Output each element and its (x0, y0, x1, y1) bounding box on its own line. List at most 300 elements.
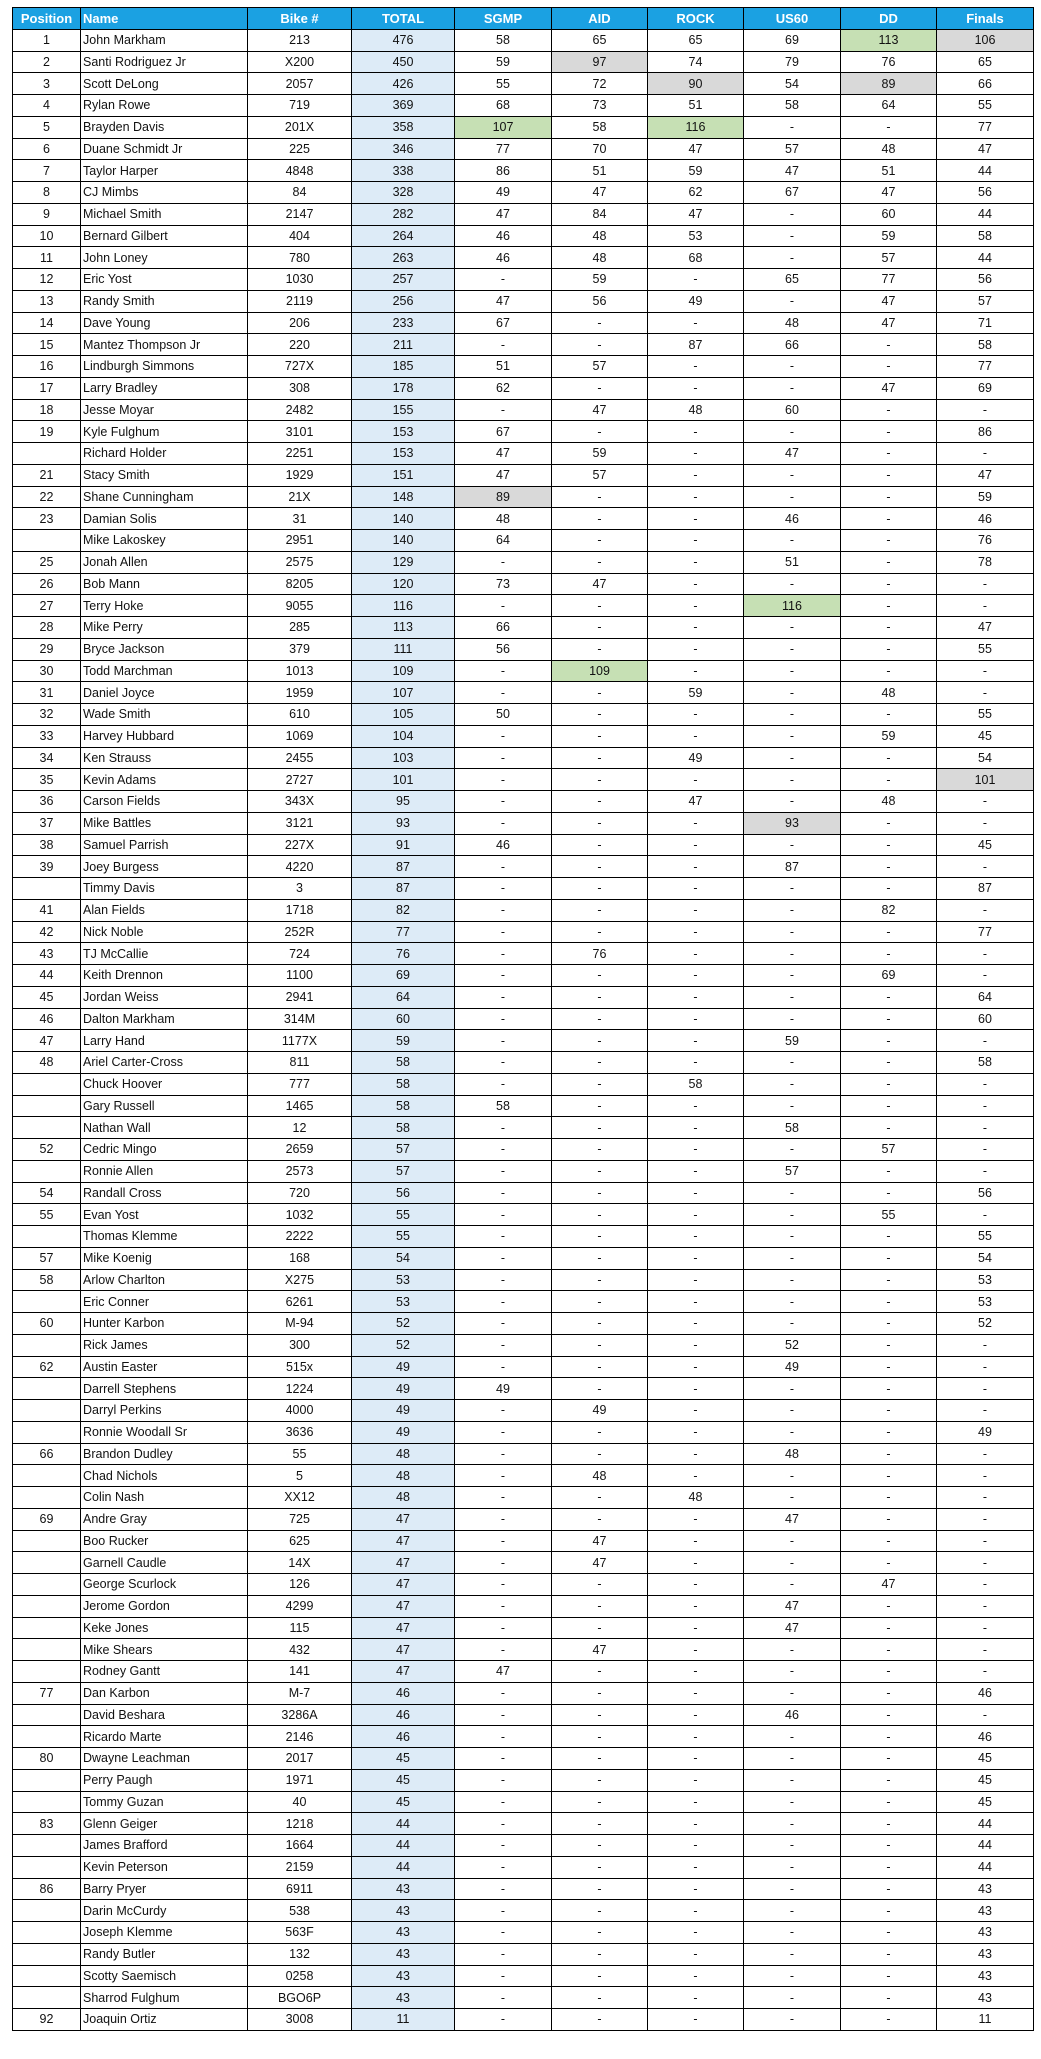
cell-us60[interactable]: - (744, 1943, 841, 1965)
cell-dd[interactable]: - (841, 1269, 937, 1291)
cell-total[interactable]: 47 (352, 1617, 455, 1639)
cell-sgmp[interactable]: - (455, 1465, 552, 1487)
cell-us60[interactable]: - (744, 834, 841, 856)
cell-name[interactable]: Colin Nash (81, 1487, 248, 1509)
cell-dd[interactable]: - (841, 356, 937, 378)
cell-rock[interactable]: - (648, 1117, 744, 1139)
col-header-finals[interactable]: Finals (937, 8, 1034, 30)
cell-name[interactable]: Duane Schmidt Jr (81, 138, 248, 160)
cell-dd[interactable]: - (841, 1704, 937, 1726)
cell-rock[interactable]: 90 (648, 73, 744, 95)
cell-dd[interactable]: 55 (841, 1204, 937, 1226)
cell-us60[interactable]: - (744, 116, 841, 138)
cell-position[interactable] (13, 1704, 81, 1726)
cell-sgmp[interactable]: - (455, 1443, 552, 1465)
cell-total[interactable]: 53 (352, 1291, 455, 1313)
cell-aid[interactable]: 70 (552, 138, 648, 160)
cell-dd[interactable]: - (841, 1617, 937, 1639)
cell-finals[interactable]: 86 (937, 421, 1034, 443)
cell-dd[interactable]: - (841, 399, 937, 421)
cell-total[interactable]: 140 (352, 508, 455, 530)
cell-aid[interactable]: - (552, 1922, 648, 1944)
cell-name[interactable]: Kevin Adams (81, 769, 248, 791)
cell-bike[interactable]: 2951 (248, 530, 352, 552)
cell-name[interactable]: Darryl Perkins (81, 1400, 248, 1422)
cell-us60[interactable]: 116 (744, 595, 841, 617)
cell-dd[interactable]: - (841, 1465, 937, 1487)
cell-sgmp[interactable]: 49 (455, 182, 552, 204)
cell-us60[interactable]: - (744, 1530, 841, 1552)
cell-total[interactable]: 43 (352, 1965, 455, 1987)
cell-rock[interactable]: - (648, 551, 744, 573)
cell-bike[interactable]: 201X (248, 116, 352, 138)
cell-position[interactable]: 38 (13, 834, 81, 856)
cell-name[interactable]: Ronnie Woodall Sr (81, 1421, 248, 1443)
cell-aid[interactable]: - (552, 899, 648, 921)
cell-aid[interactable]: 58 (552, 116, 648, 138)
cell-aid[interactable]: - (552, 1704, 648, 1726)
cell-bike[interactable]: 2251 (248, 443, 352, 465)
cell-name[interactable]: Boo Rucker (81, 1530, 248, 1552)
cell-bike[interactable]: 727X (248, 356, 352, 378)
cell-position[interactable]: 60 (13, 1313, 81, 1335)
cell-bike[interactable]: 2017 (248, 1748, 352, 1770)
cell-dd[interactable]: - (841, 1052, 937, 1074)
cell-sgmp[interactable]: - (455, 1943, 552, 1965)
cell-dd[interactable]: - (841, 1878, 937, 1900)
cell-total[interactable]: 153 (352, 443, 455, 465)
cell-dd[interactable]: - (841, 1661, 937, 1683)
cell-dd[interactable]: - (841, 116, 937, 138)
cell-bike[interactable]: 2057 (248, 73, 352, 95)
cell-rock[interactable]: - (648, 1139, 744, 1161)
cell-bike[interactable]: 227X (248, 834, 352, 856)
cell-rock[interactable]: - (648, 1900, 744, 1922)
cell-sgmp[interactable]: 67 (455, 421, 552, 443)
cell-aid[interactable]: - (552, 508, 648, 530)
cell-aid[interactable]: - (552, 1943, 648, 1965)
cell-rock[interactable]: - (648, 1661, 744, 1683)
cell-sgmp[interactable]: - (455, 1182, 552, 1204)
cell-rock[interactable]: - (648, 725, 744, 747)
cell-total[interactable]: 43 (352, 1878, 455, 1900)
cell-dd[interactable]: - (841, 769, 937, 791)
cell-position[interactable] (13, 1465, 81, 1487)
cell-position[interactable]: 11 (13, 247, 81, 269)
cell-aid[interactable]: - (552, 1160, 648, 1182)
cell-aid[interactable]: - (552, 1813, 648, 1835)
cell-dd[interactable]: - (841, 986, 937, 1008)
cell-position[interactable] (13, 1421, 81, 1443)
cell-aid[interactable]: - (552, 1748, 648, 1770)
cell-sgmp[interactable]: 62 (455, 377, 552, 399)
cell-bike[interactable]: 3008 (248, 2009, 352, 2031)
cell-total[interactable]: 116 (352, 595, 455, 617)
cell-rock[interactable]: - (648, 1204, 744, 1226)
cell-us60[interactable]: 47 (744, 1617, 841, 1639)
cell-dd[interactable]: 47 (841, 182, 937, 204)
cell-rock[interactable]: - (648, 1878, 744, 1900)
cell-position[interactable]: 52 (13, 1139, 81, 1161)
cell-position[interactable]: 55 (13, 1204, 81, 1226)
cell-us60[interactable]: 79 (744, 51, 841, 73)
cell-aid[interactable]: - (552, 1987, 648, 2009)
cell-sgmp[interactable]: - (455, 1030, 552, 1052)
cell-position[interactable]: 18 (13, 399, 81, 421)
cell-rock[interactable]: - (648, 1052, 744, 1074)
cell-rock[interactable]: 59 (648, 160, 744, 182)
cell-us60[interactable]: 48 (744, 1443, 841, 1465)
cell-finals[interactable]: 55 (937, 638, 1034, 660)
cell-position[interactable]: 47 (13, 1030, 81, 1052)
cell-sgmp[interactable]: - (455, 1639, 552, 1661)
cell-name[interactable]: Dan Karbon (81, 1682, 248, 1704)
cell-sgmp[interactable]: - (455, 1595, 552, 1617)
cell-position[interactable] (13, 1160, 81, 1182)
cell-rock[interactable]: - (648, 1400, 744, 1422)
cell-total[interactable]: 45 (352, 1791, 455, 1813)
cell-rock[interactable]: 68 (648, 247, 744, 269)
cell-sgmp[interactable]: - (455, 747, 552, 769)
cell-dd[interactable]: 82 (841, 899, 937, 921)
cell-rock[interactable]: - (648, 1334, 744, 1356)
cell-dd[interactable]: 48 (841, 138, 937, 160)
cell-dd[interactable]: - (841, 1226, 937, 1248)
cell-aid[interactable]: - (552, 791, 648, 813)
cell-finals[interactable]: - (937, 1400, 1034, 1422)
cell-position[interactable]: 83 (13, 1813, 81, 1835)
cell-total[interactable]: 256 (352, 290, 455, 312)
cell-aid[interactable]: 84 (552, 203, 648, 225)
cell-position[interactable]: 21 (13, 464, 81, 486)
cell-finals[interactable]: 78 (937, 551, 1034, 573)
cell-total[interactable]: 185 (352, 356, 455, 378)
cell-bike[interactable]: 1224 (248, 1378, 352, 1400)
cell-bike[interactable]: 1032 (248, 1204, 352, 1226)
cell-dd[interactable]: 47 (841, 312, 937, 334)
cell-name[interactable]: Shane Cunningham (81, 486, 248, 508)
cell-rock[interactable]: 48 (648, 1487, 744, 1509)
cell-total[interactable]: 107 (352, 682, 455, 704)
cell-sgmp[interactable]: 49 (455, 1378, 552, 1400)
cell-us60[interactable]: 52 (744, 1334, 841, 1356)
cell-dd[interactable]: - (841, 1182, 937, 1204)
cell-position[interactable]: 44 (13, 965, 81, 987)
cell-position[interactable] (13, 1835, 81, 1857)
cell-total[interactable]: 87 (352, 878, 455, 900)
cell-us60[interactable]: - (744, 1073, 841, 1095)
cell-aid[interactable]: - (552, 530, 648, 552)
cell-rock[interactable]: - (648, 1313, 744, 1335)
cell-finals[interactable]: - (937, 943, 1034, 965)
cell-bike[interactable]: 379 (248, 638, 352, 660)
cell-bike[interactable]: 2147 (248, 203, 352, 225)
cell-finals[interactable]: 52 (937, 1313, 1034, 1335)
cell-finals[interactable]: - (937, 1465, 1034, 1487)
cell-rock[interactable]: - (648, 1791, 744, 1813)
cell-bike[interactable]: 252R (248, 921, 352, 943)
cell-total[interactable]: 148 (352, 486, 455, 508)
cell-dd[interactable]: - (841, 1530, 937, 1552)
cell-us60[interactable]: - (744, 1987, 841, 2009)
cell-bike[interactable]: 8205 (248, 573, 352, 595)
cell-dd[interactable]: - (841, 1073, 937, 1095)
cell-finals[interactable]: 43 (937, 1965, 1034, 1987)
cell-finals[interactable]: 77 (937, 116, 1034, 138)
cell-finals[interactable]: 66 (937, 73, 1034, 95)
cell-sgmp[interactable]: - (455, 1682, 552, 1704)
cell-position[interactable]: 12 (13, 269, 81, 291)
cell-total[interactable]: 93 (352, 812, 455, 834)
cell-us60[interactable]: - (744, 899, 841, 921)
cell-total[interactable]: 105 (352, 704, 455, 726)
cell-dd[interactable]: 60 (841, 203, 937, 225)
cell-rock[interactable]: 53 (648, 225, 744, 247)
cell-name[interactable]: Nathan Wall (81, 1117, 248, 1139)
cell-sgmp[interactable]: - (455, 899, 552, 921)
cell-total[interactable]: 111 (352, 638, 455, 660)
cell-aid[interactable]: 48 (552, 247, 648, 269)
cell-bike[interactable]: 404 (248, 225, 352, 247)
cell-finals[interactable]: 43 (937, 1922, 1034, 1944)
cell-us60[interactable]: - (744, 660, 841, 682)
cell-rock[interactable]: - (648, 899, 744, 921)
cell-rock[interactable]: - (648, 377, 744, 399)
cell-rock[interactable]: - (648, 1008, 744, 1030)
cell-name[interactable]: Kevin Peterson (81, 1856, 248, 1878)
cell-dd[interactable]: - (841, 638, 937, 660)
cell-name[interactable]: Alan Fields (81, 899, 248, 921)
cell-bike[interactable]: 538 (248, 1900, 352, 1922)
cell-total[interactable]: 47 (352, 1639, 455, 1661)
cell-bike[interactable]: 1718 (248, 899, 352, 921)
cell-dd[interactable]: - (841, 464, 937, 486)
cell-us60[interactable]: - (744, 921, 841, 943)
cell-dd[interactable]: 59 (841, 225, 937, 247)
cell-dd[interactable]: - (841, 1443, 937, 1465)
cell-name[interactable]: Joseph Klemme (81, 1922, 248, 1944)
cell-aid[interactable]: - (552, 1835, 648, 1857)
cell-position[interactable]: 1 (13, 29, 81, 51)
cell-rock[interactable]: - (648, 1617, 744, 1639)
cell-name[interactable]: Timmy Davis (81, 878, 248, 900)
cell-us60[interactable]: - (744, 1487, 841, 1509)
cell-bike[interactable]: 1465 (248, 1095, 352, 1117)
cell-dd[interactable]: 59 (841, 725, 937, 747)
cell-sgmp[interactable]: - (455, 1008, 552, 1030)
cell-total[interactable]: 58 (352, 1052, 455, 1074)
cell-rock[interactable]: - (648, 1922, 744, 1944)
cell-us60[interactable]: 93 (744, 812, 841, 834)
cell-name[interactable]: Ronnie Allen (81, 1160, 248, 1182)
cell-sgmp[interactable]: - (455, 1856, 552, 1878)
cell-us60[interactable]: 60 (744, 399, 841, 421)
cell-aid[interactable]: - (552, 595, 648, 617)
cell-rock[interactable]: - (648, 1682, 744, 1704)
cell-total[interactable]: 47 (352, 1508, 455, 1530)
cell-finals[interactable]: 45 (937, 725, 1034, 747)
cell-name[interactable]: Jonah Allen (81, 551, 248, 573)
cell-position[interactable]: 62 (13, 1356, 81, 1378)
cell-bike[interactable]: 777 (248, 1073, 352, 1095)
cell-bike[interactable]: XX12 (248, 1487, 352, 1509)
cell-name[interactable]: David Beshara (81, 1704, 248, 1726)
cell-finals[interactable]: 58 (937, 334, 1034, 356)
cell-sgmp[interactable]: - (455, 725, 552, 747)
cell-bike[interactable]: 625 (248, 1530, 352, 1552)
cell-total[interactable]: 47 (352, 1552, 455, 1574)
cell-bike[interactable]: M-7 (248, 1682, 352, 1704)
cell-us60[interactable]: 47 (744, 1595, 841, 1617)
cell-sgmp[interactable]: - (455, 1117, 552, 1139)
cell-us60[interactable]: - (744, 1052, 841, 1074)
cell-dd[interactable]: - (841, 660, 937, 682)
cell-bike[interactable]: 1929 (248, 464, 352, 486)
cell-sgmp[interactable]: - (455, 1421, 552, 1443)
cell-aid[interactable]: - (552, 965, 648, 987)
cell-dd[interactable]: - (841, 834, 937, 856)
cell-total[interactable]: 58 (352, 1095, 455, 1117)
cell-name[interactable]: Gary Russell (81, 1095, 248, 1117)
cell-us60[interactable]: 47 (744, 443, 841, 465)
cell-total[interactable]: 120 (352, 573, 455, 595)
cell-total[interactable]: 44 (352, 1813, 455, 1835)
cell-total[interactable]: 91 (352, 834, 455, 856)
cell-sgmp[interactable]: 68 (455, 95, 552, 117)
col-header-total[interactable]: TOTAL (352, 8, 455, 30)
cell-total[interactable]: 43 (352, 1922, 455, 1944)
cell-total[interactable]: 43 (352, 1900, 455, 1922)
cell-total[interactable]: 59 (352, 1030, 455, 1052)
cell-dd[interactable]: - (841, 551, 937, 573)
cell-aid[interactable]: - (552, 1421, 648, 1443)
cell-rock[interactable]: - (648, 1704, 744, 1726)
cell-us60[interactable]: - (744, 1769, 841, 1791)
cell-aid[interactable]: - (552, 1356, 648, 1378)
cell-rock[interactable]: - (648, 1421, 744, 1443)
cell-finals[interactable]: 71 (937, 312, 1034, 334)
cell-bike[interactable]: 2119 (248, 290, 352, 312)
cell-finals[interactable]: - (937, 1117, 1034, 1139)
cell-us60[interactable]: 67 (744, 182, 841, 204)
cell-finals[interactable]: - (937, 1443, 1034, 1465)
cell-total[interactable]: 263 (352, 247, 455, 269)
cell-position[interactable] (13, 1378, 81, 1400)
cell-finals[interactable]: 44 (937, 1856, 1034, 1878)
cell-name[interactable]: Samuel Parrish (81, 834, 248, 856)
cell-bike[interactable]: 12 (248, 1117, 352, 1139)
cell-rock[interactable]: - (648, 1835, 744, 1857)
cell-aid[interactable]: - (552, 1791, 648, 1813)
cell-sgmp[interactable]: - (455, 1726, 552, 1748)
cell-aid[interactable]: 72 (552, 73, 648, 95)
cell-position[interactable] (13, 1073, 81, 1095)
cell-aid[interactable]: - (552, 1487, 648, 1509)
cell-sgmp[interactable]: - (455, 1247, 552, 1269)
cell-bike[interactable]: 6911 (248, 1878, 352, 1900)
cell-rock[interactable]: - (648, 1726, 744, 1748)
cell-rock[interactable]: 49 (648, 290, 744, 312)
cell-sgmp[interactable]: 50 (455, 704, 552, 726)
cell-rock[interactable]: 51 (648, 95, 744, 117)
cell-dd[interactable]: - (841, 1900, 937, 1922)
cell-name[interactable]: Keith Drennon (81, 965, 248, 987)
cell-total[interactable]: 77 (352, 921, 455, 943)
cell-sgmp[interactable]: - (455, 1922, 552, 1944)
cell-name[interactable]: Harvey Hubbard (81, 725, 248, 747)
cell-bike[interactable]: 2575 (248, 551, 352, 573)
cell-finals[interactable]: - (937, 1530, 1034, 1552)
cell-finals[interactable]: 46 (937, 1682, 1034, 1704)
cell-dd[interactable]: - (841, 1291, 937, 1313)
cell-us60[interactable]: - (744, 1421, 841, 1443)
cell-position[interactable]: 30 (13, 660, 81, 682)
cell-dd[interactable]: - (841, 1943, 937, 1965)
cell-rock[interactable]: - (648, 1965, 744, 1987)
cell-position[interactable]: 57 (13, 1247, 81, 1269)
cell-position[interactable]: 4 (13, 95, 81, 117)
cell-name[interactable]: Rodney Gantt (81, 1661, 248, 1683)
cell-position[interactable] (13, 1856, 81, 1878)
cell-finals[interactable]: 44 (937, 160, 1034, 182)
cell-us60[interactable]: - (744, 1269, 841, 1291)
cell-sgmp[interactable]: - (455, 399, 552, 421)
cell-us60[interactable]: - (744, 1878, 841, 1900)
col-header-bike[interactable]: Bike # (248, 8, 352, 30)
cell-bike[interactable]: 168 (248, 1247, 352, 1269)
cell-bike[interactable]: 225 (248, 138, 352, 160)
cell-finals[interactable]: - (937, 856, 1034, 878)
cell-rock[interactable]: - (648, 1813, 744, 1835)
cell-aid[interactable]: - (552, 1856, 648, 1878)
cell-position[interactable]: 42 (13, 921, 81, 943)
cell-position[interactable] (13, 1965, 81, 1987)
cell-us60[interactable]: - (744, 421, 841, 443)
cell-name[interactable]: Hunter Karbon (81, 1313, 248, 1335)
cell-sgmp[interactable]: 107 (455, 116, 552, 138)
col-header-rock[interactable]: ROCK (648, 8, 744, 30)
cell-dd[interactable]: - (841, 530, 937, 552)
cell-sgmp[interactable]: - (455, 1487, 552, 1509)
cell-position[interactable]: 41 (13, 899, 81, 921)
cell-position[interactable]: 92 (13, 2009, 81, 2031)
cell-us60[interactable]: - (744, 1226, 841, 1248)
cell-rock[interactable]: - (648, 1595, 744, 1617)
cell-rock[interactable]: - (648, 812, 744, 834)
cell-us60[interactable]: - (744, 573, 841, 595)
cell-sgmp[interactable]: - (455, 878, 552, 900)
cell-aid[interactable]: 76 (552, 943, 648, 965)
cell-position[interactable]: 39 (13, 856, 81, 878)
cell-finals[interactable]: 58 (937, 1052, 1034, 1074)
cell-aid[interactable]: 49 (552, 1400, 648, 1422)
cell-position[interactable] (13, 1552, 81, 1574)
cell-position[interactable] (13, 1117, 81, 1139)
cell-name[interactable]: Arlow Charlton (81, 1269, 248, 1291)
cell-bike[interactable]: 1069 (248, 725, 352, 747)
cell-position[interactable]: 2 (13, 51, 81, 73)
cell-rock[interactable]: - (648, 530, 744, 552)
cell-sgmp[interactable]: - (455, 269, 552, 291)
cell-position[interactable] (13, 1617, 81, 1639)
cell-finals[interactable]: - (937, 682, 1034, 704)
cell-name[interactable]: Ariel Carter-Cross (81, 1052, 248, 1074)
cell-name[interactable]: Randy Smith (81, 290, 248, 312)
cell-aid[interactable]: - (552, 1900, 648, 1922)
cell-aid[interactable]: - (552, 638, 648, 660)
cell-total[interactable]: 69 (352, 965, 455, 987)
cell-finals[interactable]: 45 (937, 1748, 1034, 1770)
